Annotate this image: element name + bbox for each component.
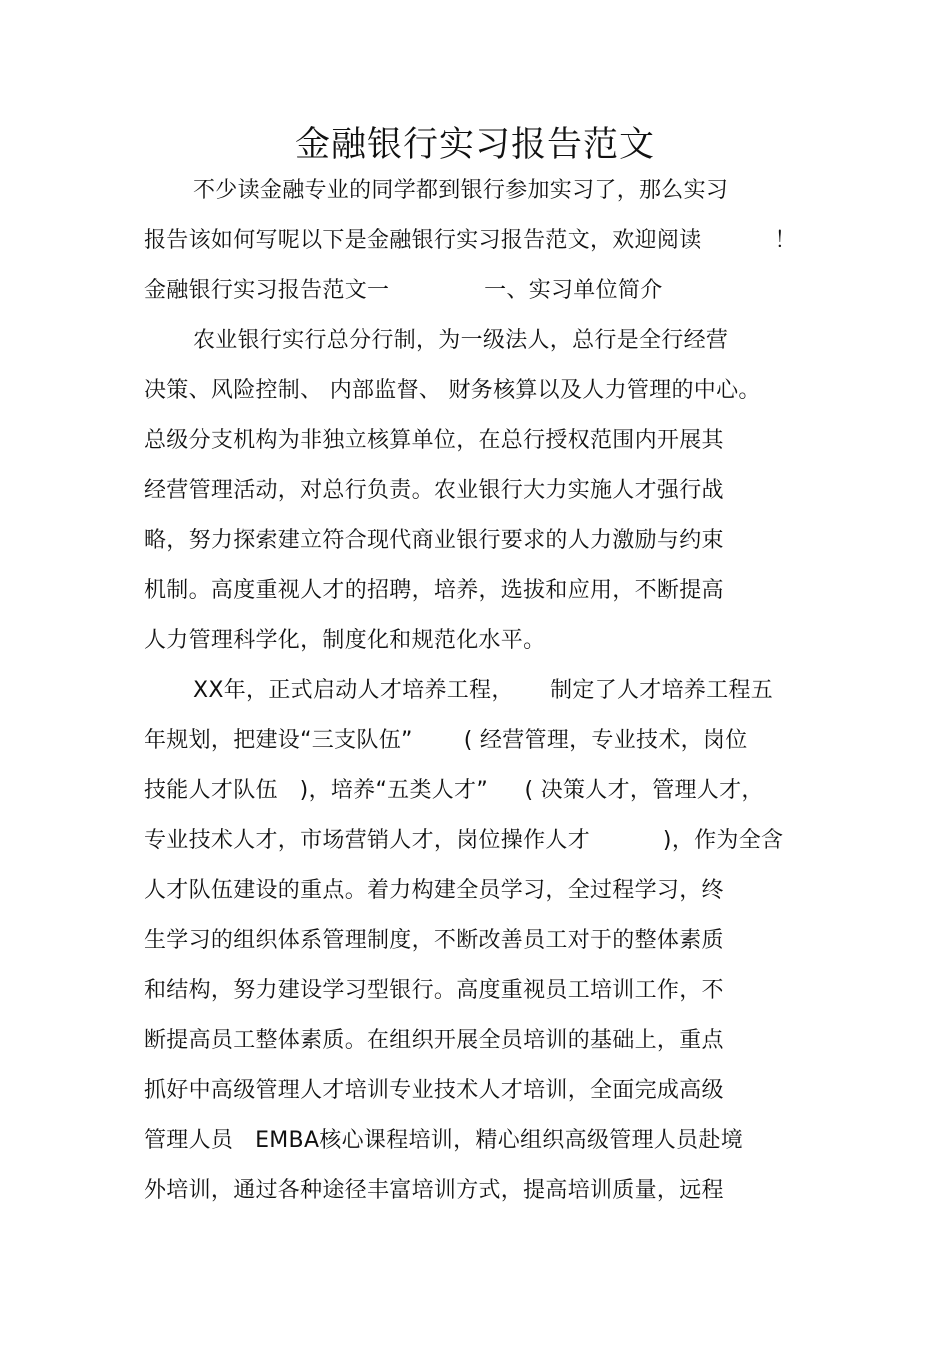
text-line: 人才队伍建设的重点。着力构建全员学习，全过程学习，终: [144, 878, 724, 903]
text-line: 略，努力探索建立符合现代商业银行要求的人力激励与约束: [144, 528, 724, 553]
text-line: 外培训，通过各种途径丰富培训方式，提高培训质量，远程: [144, 1178, 724, 1203]
text-line: 人力管理科学化，制度化和规范化水平。: [144, 628, 546, 653]
text-line: 经营管理活动，对总行负责。农业银行大力实施人才强行战: [144, 478, 724, 503]
text-line: 生学习的组织体系管理制度，不断改善员工对于的整体素质: [144, 928, 724, 953]
text-line: 抓好中高级管理人才培训专业技术人才培训，全面完成高级: [144, 1078, 724, 1103]
text-line: 专业技术人才，市场营销人才，岗位操作人才 )，作为全含: [144, 828, 784, 853]
text-line: 年规划，把建设“三支队伍” ( 经营管理，专业技术，岗位: [144, 728, 748, 753]
text-line: 总级分支机构为非独立核算单位，在总行授权范围内开展其: [144, 428, 724, 453]
text-line: 断提高员工整体素质。在组织开展全员培训的基础上，重点: [144, 1028, 724, 1053]
text-line: 机制。高度重视人才的招聘，培养，选拔和应用，不断提高: [144, 578, 724, 603]
text-line: 技能人才队伍 )，培养“五类人才” ( 决策人才，管理人才，: [144, 778, 764, 803]
text-line: 农业银行实行总分行制，为一级法人，总行是全行经营: [193, 328, 729, 353]
text-line: 决策、风险控制、 内部监督、 财务核算以及人力管理的中心。: [144, 378, 761, 403]
text-line: 和结构，努力建设学习型银行。高度重视员工培训工作，不: [144, 978, 724, 1003]
text-line: 不少读金融专业的同学都到银行参加实习了，那么实习: [193, 178, 729, 203]
text-line: 报告该如何写呢以下是金融银行实习报告范文，欢迎阅读 ！: [144, 228, 797, 253]
text-line: XX年，正式启动人才培养工程， 制定了人才培养工程五: [193, 678, 774, 703]
text-line: 管理人员 EMBA核心课程培训，精心组织高级管理人员赴境: [144, 1128, 744, 1153]
document-title: 金融银行实习报告范文: [294, 125, 655, 165]
text-line: 金融银行实习报告范文一 一、实习单位简介: [144, 278, 663, 303]
